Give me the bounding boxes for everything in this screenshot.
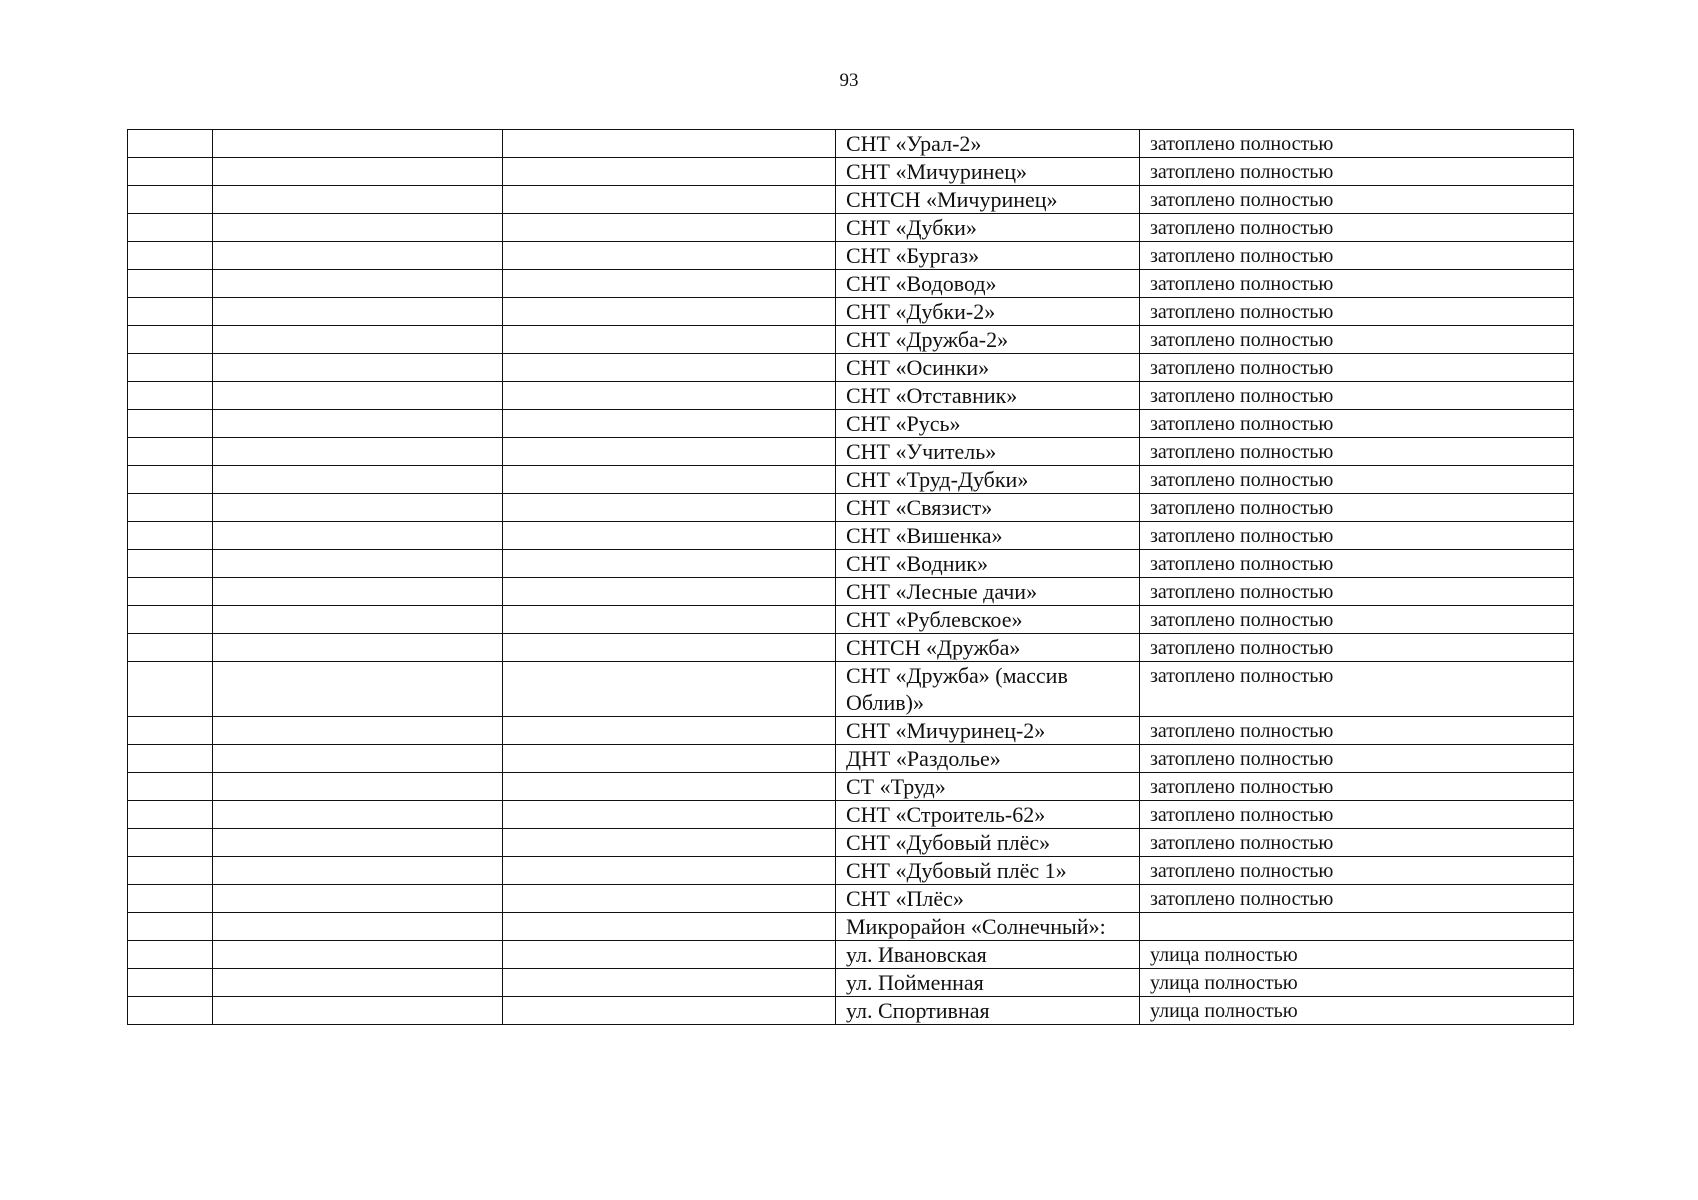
flood-status-cell: затоплено полностью (1140, 410, 1574, 438)
settlement-name-cell: ДНТ «Раздолье» (836, 745, 1140, 773)
page-number: 93 (839, 70, 859, 91)
table-row (128, 130, 1574, 158)
flood-status-cell: затоплено полностью (1140, 354, 1574, 382)
empty-cell (128, 997, 213, 1025)
empty-cell (128, 494, 213, 522)
empty-cell (128, 941, 213, 969)
flood-status-cell: затоплено полностью (1140, 214, 1574, 242)
table-row (128, 801, 1574, 829)
settlement-name-cell: СНТ «Бургаз» (836, 242, 1140, 270)
table-row (128, 550, 1574, 578)
flood-status-cell: затоплено полностью (1140, 662, 1574, 717)
empty-cell (213, 885, 503, 913)
empty-cell (503, 969, 836, 997)
table-row (128, 578, 1574, 606)
settlement-name-cell: СНТСН «Дружба» (836, 634, 1140, 662)
table-row (128, 522, 1574, 550)
table-row (128, 606, 1574, 634)
empty-cell (213, 913, 503, 941)
settlement-name-cell: СНТ «Вишенка» (836, 522, 1140, 550)
flood-status-cell: улица полностью (1140, 969, 1574, 997)
flood-status-cell: затоплено полностью (1140, 717, 1574, 745)
table-row (128, 298, 1574, 326)
empty-cell (213, 578, 503, 606)
table-row (128, 494, 1574, 522)
settlement-name-cell: СНТ «Учитель» (836, 438, 1140, 466)
empty-cell (213, 773, 503, 801)
empty-cell (213, 130, 503, 158)
empty-cell (128, 130, 213, 158)
empty-cell (213, 382, 503, 410)
empty-cell (213, 801, 503, 829)
settlement-name-cell: СНТ «Урал-2» (836, 130, 1140, 158)
table-row (128, 745, 1574, 773)
flood-status-cell: улица полностью (1140, 997, 1574, 1025)
empty-cell (128, 410, 213, 438)
empty-cell (128, 242, 213, 270)
settlement-name-cell: Микрорайон «Солнечный»: (836, 913, 1140, 941)
empty-cell (503, 857, 836, 885)
flood-status-cell: затоплено полностью (1140, 438, 1574, 466)
flood-status-cell: затоплено полностью (1140, 242, 1574, 270)
empty-cell (503, 578, 836, 606)
empty-cell (503, 913, 836, 941)
table-row (128, 186, 1574, 214)
empty-cell (213, 941, 503, 969)
empty-cell (213, 466, 503, 494)
empty-cell (503, 410, 836, 438)
empty-cell (213, 186, 503, 214)
table-body (128, 130, 1574, 1025)
empty-cell (128, 382, 213, 410)
flood-status-cell: затоплено полностью (1140, 270, 1574, 298)
empty-cell (213, 717, 503, 745)
empty-cell (213, 606, 503, 634)
empty-cell (128, 773, 213, 801)
empty-cell (503, 130, 836, 158)
empty-cell (213, 326, 503, 354)
empty-cell (213, 550, 503, 578)
flood-status-cell: затоплено полностью (1140, 522, 1574, 550)
empty-cell (128, 885, 213, 913)
empty-cell (503, 326, 836, 354)
table-row (128, 466, 1574, 494)
flood-status-cell: затоплено полностью (1140, 885, 1574, 913)
empty-cell (128, 578, 213, 606)
flood-status-cell: затоплено полностью (1140, 606, 1574, 634)
table-row (128, 214, 1574, 242)
empty-cell (213, 438, 503, 466)
flood-status-cell: затоплено полностью (1140, 466, 1574, 494)
empty-cell (128, 186, 213, 214)
empty-cell (128, 857, 213, 885)
settlement-name-cell: СНТ «Дубовый плёс» (836, 829, 1140, 857)
empty-cell (503, 606, 836, 634)
settlement-name-cell: ул. Пойменная (836, 969, 1140, 997)
empty-cell (213, 662, 503, 717)
empty-cell (503, 214, 836, 242)
empty-cell (128, 662, 213, 717)
empty-cell (503, 242, 836, 270)
flood-status-cell: затоплено полностью (1140, 130, 1574, 158)
settlement-name-cell: СНТ «Дубовый плёс 1» (836, 857, 1140, 885)
empty-cell (503, 662, 836, 717)
flood-status-cell: затоплено полностью (1140, 829, 1574, 857)
empty-cell (503, 885, 836, 913)
settlement-name-cell: СНТ «Водник» (836, 550, 1140, 578)
table-row (128, 885, 1574, 913)
empty-cell (128, 158, 213, 186)
empty-cell (503, 522, 836, 550)
empty-cell (213, 270, 503, 298)
table-row (128, 634, 1574, 662)
settlement-name-cell: СНТ «Лесные дачи» (836, 578, 1140, 606)
table-row (128, 270, 1574, 298)
empty-cell (128, 801, 213, 829)
flood-status-cell: затоплено полностью (1140, 382, 1574, 410)
empty-cell (128, 969, 213, 997)
table-row (128, 913, 1574, 941)
flood-status-cell: затоплено полностью (1140, 745, 1574, 773)
settlement-name-cell: СНТ «Рублевское» (836, 606, 1140, 634)
settlement-name-cell: СНТ «Осинки» (836, 354, 1140, 382)
flood-status-cell (1140, 913, 1574, 941)
empty-cell (213, 634, 503, 662)
empty-cell (503, 494, 836, 522)
settlement-name-cell: СНТ «Мичуринец-2» (836, 717, 1140, 745)
empty-cell (503, 466, 836, 494)
empty-cell (128, 326, 213, 354)
empty-cell (128, 354, 213, 382)
empty-cell (128, 829, 213, 857)
empty-cell (503, 158, 836, 186)
table-row (128, 326, 1574, 354)
empty-cell (503, 829, 836, 857)
empty-cell (128, 606, 213, 634)
table-row (128, 829, 1574, 857)
empty-cell (128, 550, 213, 578)
table-row (128, 969, 1574, 997)
settlement-name-cell: СНТ «Труд-Дубки» (836, 466, 1140, 494)
flood-zone-table (127, 129, 1574, 1025)
settlement-name-cell: СНТ «Дубки-2» (836, 298, 1140, 326)
table-row (128, 438, 1574, 466)
empty-cell (213, 298, 503, 326)
empty-cell (213, 494, 503, 522)
settlement-name-cell: СНТ «Связист» (836, 494, 1140, 522)
flood-status-cell: затоплено полностью (1140, 494, 1574, 522)
flood-status-cell: затоплено полностью (1140, 857, 1574, 885)
settlement-name-cell: СНТ «Строитель-62» (836, 801, 1140, 829)
empty-cell (503, 382, 836, 410)
flood-status-cell: затоплено полностью (1140, 801, 1574, 829)
table-row (128, 382, 1574, 410)
table-row (128, 773, 1574, 801)
empty-cell (128, 634, 213, 662)
settlement-name-cell: СНТ «Дружба-2» (836, 326, 1140, 354)
flood-status-cell: затоплено полностью (1140, 634, 1574, 662)
empty-cell (503, 186, 836, 214)
empty-cell (503, 550, 836, 578)
empty-cell (503, 270, 836, 298)
empty-cell (503, 801, 836, 829)
settlement-name-cell: СНТ «Мичуринец» (836, 158, 1140, 186)
empty-cell (213, 522, 503, 550)
empty-cell (128, 466, 213, 494)
settlement-name-cell: ул. Ивановская (836, 941, 1140, 969)
settlement-name-cell: СНТ «Отставник» (836, 382, 1140, 410)
empty-cell (128, 913, 213, 941)
empty-cell (503, 438, 836, 466)
flood-status-cell: затоплено полностью (1140, 186, 1574, 214)
flood-status-cell: затоплено полностью (1140, 158, 1574, 186)
empty-cell (503, 717, 836, 745)
empty-cell (128, 438, 213, 466)
empty-cell (213, 214, 503, 242)
empty-cell (128, 298, 213, 326)
settlement-name-cell: СНТСН «Мичуринец» (836, 186, 1140, 214)
empty-cell (213, 997, 503, 1025)
empty-cell (128, 270, 213, 298)
empty-cell (213, 242, 503, 270)
table-row (128, 354, 1574, 382)
empty-cell (503, 634, 836, 662)
empty-cell (503, 745, 836, 773)
table-row (128, 410, 1574, 438)
empty-cell (213, 745, 503, 773)
empty-cell (503, 997, 836, 1025)
settlement-name-cell: СНТ «Дружба» (массив Облив)» (836, 662, 1140, 717)
empty-cell (213, 410, 503, 438)
flood-status-cell: затоплено полностью (1140, 550, 1574, 578)
flood-status-cell: затоплено полностью (1140, 298, 1574, 326)
settlement-name-cell: ул. Спортивная (836, 997, 1140, 1025)
settlement-name-cell: СНТ «Дубки» (836, 214, 1140, 242)
flood-status-cell: затоплено полностью (1140, 326, 1574, 354)
settlement-name-cell: СТ «Труд» (836, 773, 1140, 801)
empty-cell (213, 829, 503, 857)
empty-cell (213, 857, 503, 885)
table-row (128, 717, 1574, 745)
empty-cell (128, 522, 213, 550)
empty-cell (213, 354, 503, 382)
empty-cell (503, 298, 836, 326)
table-row (128, 997, 1574, 1025)
flood-status-cell: затоплено полностью (1140, 773, 1574, 801)
empty-cell (503, 773, 836, 801)
empty-cell (213, 969, 503, 997)
settlement-name-cell: СНТ «Плёс» (836, 885, 1140, 913)
table-row (128, 857, 1574, 885)
empty-cell (128, 717, 213, 745)
table-row (128, 662, 1574, 717)
empty-cell (503, 354, 836, 382)
settlement-name-cell: СНТ «Русь» (836, 410, 1140, 438)
empty-cell (128, 214, 213, 242)
empty-cell (213, 158, 503, 186)
flood-status-cell: затоплено полностью (1140, 578, 1574, 606)
empty-cell (128, 745, 213, 773)
table-row (128, 941, 1574, 969)
empty-cell (503, 941, 836, 969)
flood-status-cell: улица полностью (1140, 941, 1574, 969)
table-row (128, 242, 1574, 270)
settlement-name-cell: СНТ «Водовод» (836, 270, 1140, 298)
table-row (128, 158, 1574, 186)
